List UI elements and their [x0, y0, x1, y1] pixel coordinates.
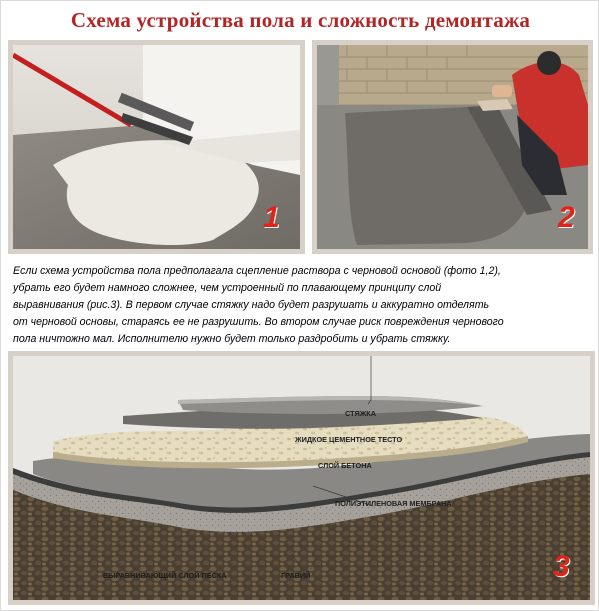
- label-concrete: СЛОЙ БЕТОНА: [318, 461, 372, 470]
- label-sand: ВЫРАВНИВАЮЩИЙ СЛОЙ ПЕСКА: [103, 571, 227, 580]
- caption-line: Если схема устройства пола предполагала сцепление раствора с черновой основой (фото 1,2),: [13, 265, 501, 277]
- photo-1: [8, 40, 305, 254]
- floor-layers-diagram: [8, 351, 595, 605]
- caption-text: [13, 263, 589, 348]
- label-screed: СТЯЖКА: [345, 409, 377, 418]
- caption-line: пола ничтожно мал. Исполнителю нужно будет только раздробить и убрать стяжку.: [13, 333, 451, 345]
- label-membrane: ПОЛИЭТИЛЕНОВАЯ МЕМБРАНА: [335, 499, 452, 508]
- photo-2: [312, 40, 593, 254]
- caption-line: убрать его будет намного сложнее, чем устроенный по плавающему принципу слой: [13, 282, 442, 294]
- caption-line: от черновой основы, стараясь ее не разрушить. Во втором случае риск повреждения чернового: [13, 316, 504, 328]
- photo-2-image: [317, 45, 588, 249]
- diagram-number: 3: [553, 550, 570, 583]
- label-cement-paste: ЖИДКОЕ ЦЕМЕНТНОЕ ТЕСТО: [295, 435, 403, 444]
- page-title: Схема устройства пола и сложность демонтажа: [70, 8, 531, 32]
- photo-1-image: [13, 45, 300, 249]
- floor-layers-illustration: [13, 356, 590, 600]
- photo-2-number: 2: [558, 201, 575, 234]
- caption-line: выравнивания (рис.3). В первом случае стяжку надо будет разрушать и аккуратно отделять: [13, 299, 490, 311]
- photo-1-number: 1: [263, 201, 280, 234]
- label-gravel: ГРАВИЙ: [281, 571, 311, 580]
